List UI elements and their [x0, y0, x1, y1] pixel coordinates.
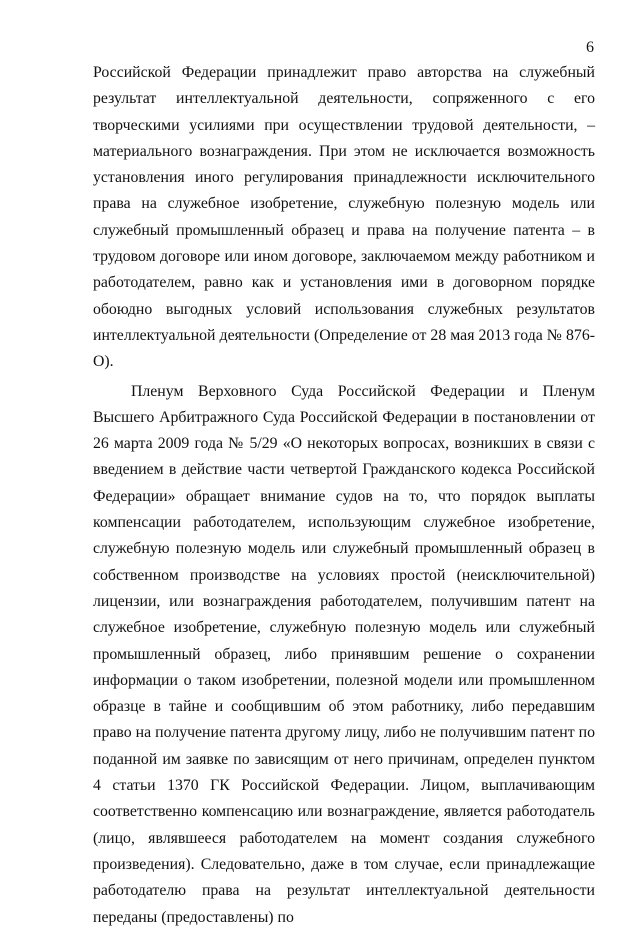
document-body [93, 60, 595, 931]
paragraph-1: Российской Федерации принадлежит право авторства на служебный результат интеллектуальной деятельности, сопряженного с его творческими усилиями при осуществлении трудовой деятельности, – материального вознаграждения. При этом не исключается возможность установления иного регулирования принадлежности исключительного права на служебное изобретение, служебную полезную модель или служебный промышленный образец и права на получение патента – в трудовом договоре или ином договоре, заключаемом между работником и работодателем, равно как и установления ими в договорном порядке обоюдно выгодных условий использования служебных результатов интеллектуальной деятельности (Определение от 28 мая 2013 года № 876-О). [93, 64, 595, 371]
paragraph-2: Пленум Верховного Суда Российской Федерации и Пленум Высшего Арбитражного Суда Российской Федерации в постановлении от 26 марта 2009 года № 5/29 «О некоторых вопросах, возникших в связи с введением в действие части четвертой Гражданского кодекса Российской Федерации» обращает внимание судов на то, что порядок выплаты компенсации работодателем, использующим служебное изобретение, служебную полезную модель или служебный промышленный образец в собственном производстве на условиях простой (неисключительной) лицензии, или вознаграждения работодателем, получившим патент на служебное изобретение, служебную полезную модель или служебный промышленный образец, либо принявшим решение о сохранении информации о таком изобретении, полезной модели или промышленном образце в тайне и сообщившим об этом работнику, либо передавшим право на получение патента другому лицу, либо не получившим патент по поданной им заявке по зависящим от него причинам, определен пунктом 4 статьи 1370 ГК Российской Федерации. Лицом, выплачивающим соответственно компенсацию или вознаграждение, является работодатель (лицо, являвшееся работодателем на момент создания служебного произведения). Следовательно, даже в том случае, если принадлежащие работодателю права на результат интеллектуальной деятельности переданы (предоставлены) по [93, 382, 595, 926]
page-number: 6 [586, 39, 594, 56]
